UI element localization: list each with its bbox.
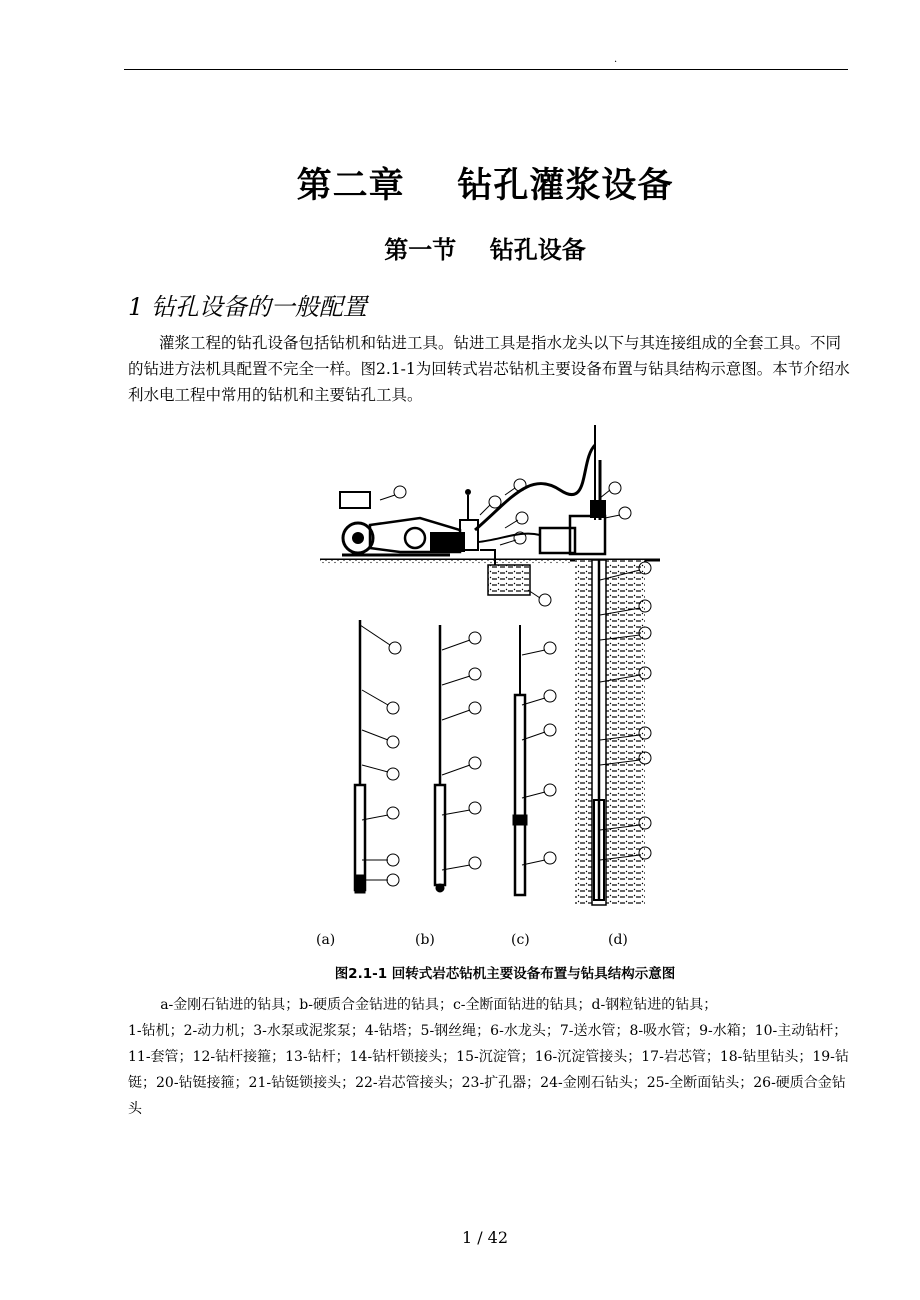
legend-line-parts: 1-钻机；2-动力机；3-水泵或泥浆泵；4-钻塔；5-钢丝绳；6-水龙头；7-送水管；8-吸水管；9-水箱；10-主动钻杆；11-套管；12-钻杆接箍；13-钻杆；14-钻杆锁接头；15-沉淀管；16-沉淀管接头；17-岩芯管；18-钻里钻头；19-钻铤；20-钻铤接箍；21-钻铤锁接头；22-岩芯管接头；23-扩孔器；24-金刚石钻头；25-全断面钻头；26-硬质合金钻头: [128, 1023, 849, 1117]
subsection-title: 1 钻孔设备的一般配置: [128, 293, 367, 321]
chapter-title: 第二章 钻孔灌浆设备: [296, 166, 674, 206]
sub-label-d: (d): [608, 932, 628, 948]
figure-legend: [128, 992, 850, 1122]
intro-paragraph: [128, 330, 850, 408]
header-dot: .: [614, 54, 618, 65]
sub-label-a: (a): [316, 932, 336, 948]
sub-label-b: (b): [415, 932, 435, 948]
figure-caption: 图2.1-1 回转式岩芯钻机主要设备布置与钻具结构示意图: [334, 966, 676, 982]
page-number: 1 / 42: [461, 1228, 509, 1247]
drilling-rig-figure: [300, 420, 690, 940]
header-rule: [124, 69, 848, 70]
intro-text: 灌浆工程的钻孔设备包括钻机和钻进工具。钻进工具是指水龙头以下与其连接组成的全套工具。不同的钻进方法机具配置不完全一样。图2.1-1为回转式岩芯钻机主要设备布置与钻具结构示意图。本节介绍水利水电工程中常用的钻机和主要钻孔工具。: [128, 334, 850, 404]
legend-line-subfigures: a-金刚石钻进的钻具；b-硬质合金钻进的钻具；c-全断面钻进的钻具；d-钢粒钻进的钻具；: [160, 997, 718, 1013]
section-title: 第一节 钻孔设备: [384, 236, 586, 264]
sub-label-c: (c): [511, 932, 530, 948]
